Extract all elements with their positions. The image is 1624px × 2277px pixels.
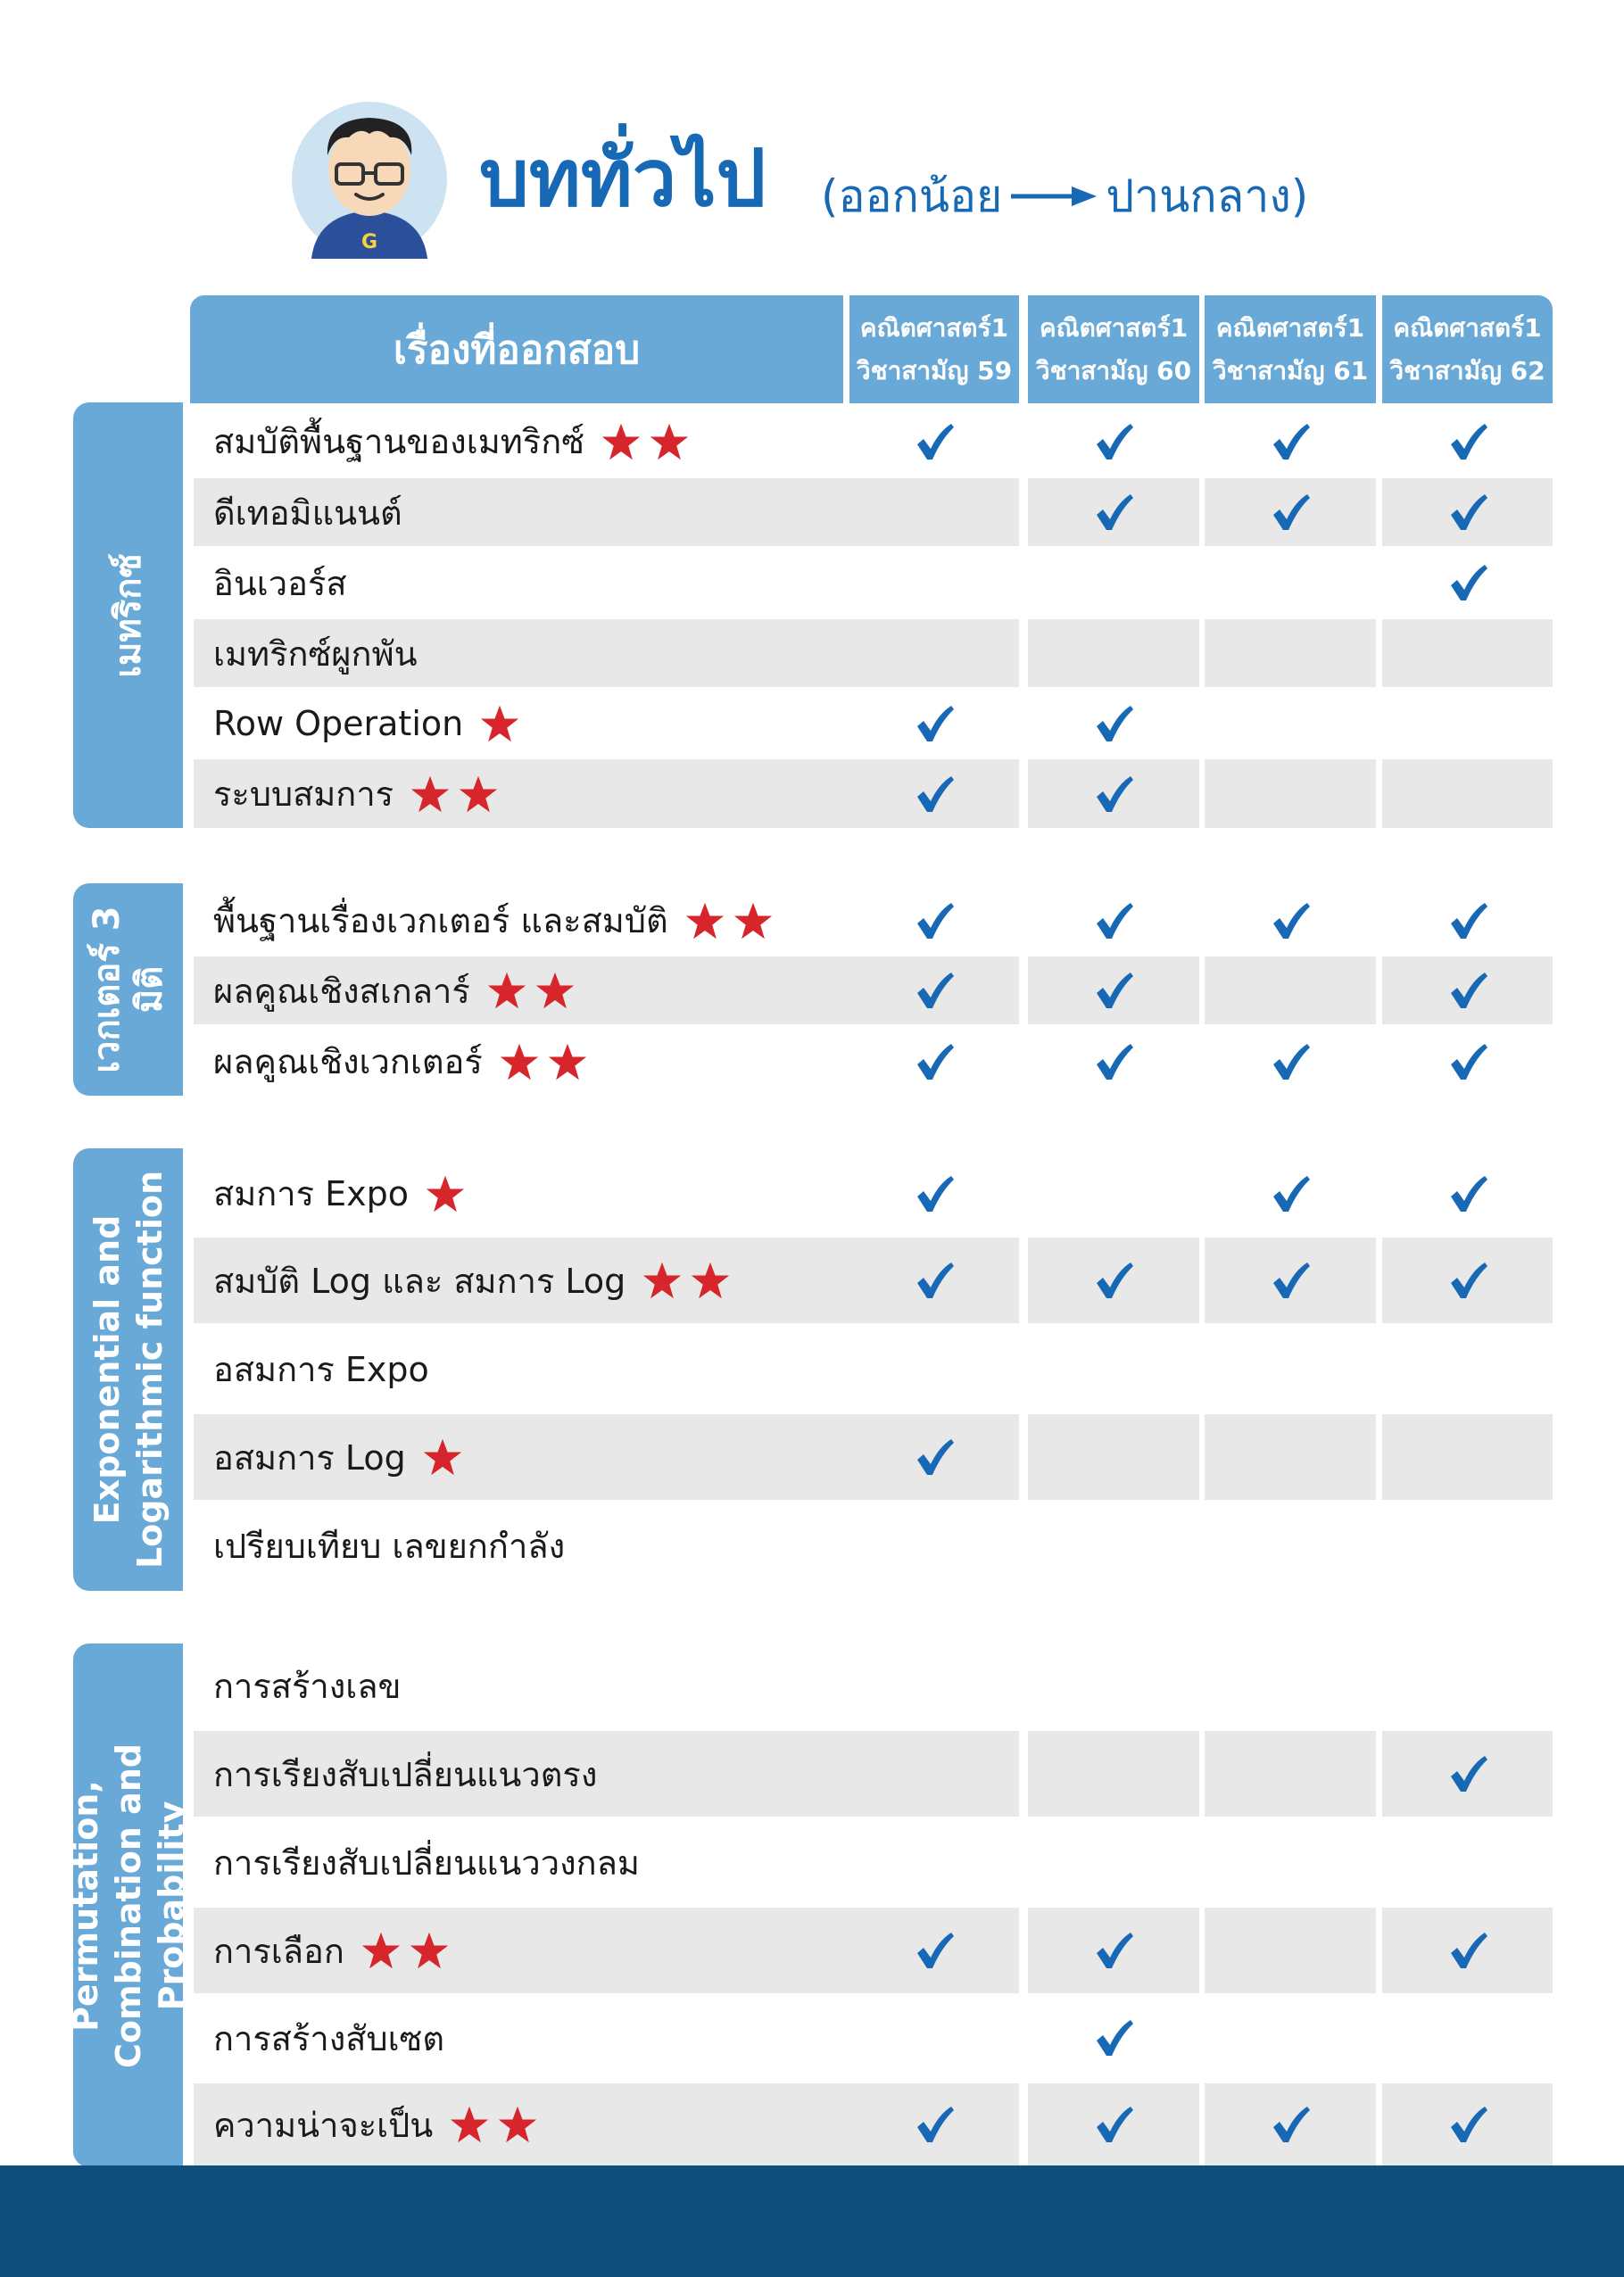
check-cell	[1205, 1643, 1376, 1728]
table-header-exam-3	[1205, 295, 1376, 403]
star-icon	[409, 1930, 450, 1971]
topic-cell	[194, 407, 863, 476]
checkmark-icon	[1268, 2102, 1313, 2147]
checkmark-icon	[1446, 1751, 1490, 1796]
topic-label: สมการ Expo	[213, 1174, 409, 1213]
check-cell	[1382, 407, 1553, 476]
checkmark-icon	[1091, 772, 1136, 816]
check-cell	[1205, 1326, 1376, 1412]
importance-stars	[422, 1437, 470, 1478]
topic-label: อินเวอร์ส	[213, 563, 347, 603]
check-cell	[1382, 1643, 1553, 1728]
check-cell	[1382, 690, 1553, 757]
check-cell	[1028, 1151, 1199, 1236]
topic-cell	[194, 1503, 863, 1588]
checkmark-icon	[1446, 419, 1490, 464]
check-cell	[849, 1027, 1019, 1096]
exam-name: คณิตศาสตร์1	[1215, 312, 1365, 343]
check-cell	[1382, 1326, 1553, 1412]
checkmark-icon	[1091, 419, 1136, 464]
topic-label: ผลคูณเชิงสเกลาร์	[213, 971, 470, 1011]
topic-cell	[194, 956, 863, 1024]
importance-stars	[479, 703, 527, 744]
importance-stars	[601, 421, 697, 462]
section-label-text: Exponential and Logarithmic function	[87, 1170, 170, 1569]
check-cell	[1205, 478, 1376, 546]
checkmark-icon	[1446, 1928, 1490, 1973]
checkmark-icon	[912, 968, 957, 1013]
star-icon	[486, 970, 527, 1011]
check-cell	[1382, 1414, 1553, 1500]
checkmark-icon	[912, 701, 957, 746]
check-cell	[1205, 1151, 1376, 1236]
checkmark-icon	[912, 898, 957, 943]
check-cell	[1382, 619, 1553, 687]
topic-cell	[194, 690, 863, 757]
exam-year: วิชาสามัญ 60	[1035, 355, 1192, 385]
topic-label: Row Operation	[213, 703, 464, 743]
checkmark-icon	[1446, 898, 1490, 943]
check-cell	[1382, 1731, 1553, 1817]
check-cell	[849, 1326, 1019, 1412]
check-cell	[1382, 1238, 1553, 1323]
check-cell	[1205, 1819, 1376, 1905]
check-cell	[1205, 407, 1376, 476]
star-icon	[733, 900, 774, 941]
importance-stars	[449, 2104, 545, 2145]
check-cell	[1382, 759, 1553, 828]
check-cell	[1028, 1326, 1199, 1412]
check-cell	[1382, 1151, 1553, 1236]
checkmark-icon	[1446, 2102, 1490, 2147]
importance-stars	[410, 774, 506, 815]
check-cell	[1028, 1731, 1199, 1817]
checkmark-icon	[1268, 419, 1313, 464]
topic-cell	[194, 549, 863, 617]
importance-stars	[425, 1173, 473, 1214]
check-cell	[849, 407, 1019, 476]
check-cell	[849, 478, 1019, 546]
check-cell	[1382, 1503, 1553, 1588]
checkmark-icon	[912, 2102, 957, 2147]
check-cell	[1028, 1414, 1199, 1500]
section-label	[73, 883, 183, 1096]
check-cell	[1382, 2083, 1553, 2165]
check-cell	[1205, 549, 1376, 617]
importance-stars	[684, 900, 781, 941]
checkmark-icon	[1268, 898, 1313, 943]
exam-year: วิชาสามัญ 62	[1389, 355, 1545, 385]
checkmark-icon	[912, 1435, 957, 1479]
check-cell	[1205, 1503, 1376, 1588]
star-icon	[360, 1930, 402, 1971]
topic-label: ระบบสมการ	[213, 774, 394, 814]
star-icon	[642, 1260, 683, 1301]
checkmark-icon	[912, 1172, 957, 1216]
importance-stars	[486, 970, 583, 1011]
topic-label: ผลคูณเชิงเวกเตอร์	[213, 1042, 483, 1081]
check-cell	[1028, 759, 1199, 828]
check-cell	[849, 1643, 1019, 1728]
check-cell	[849, 1995, 1019, 2081]
checkmark-icon	[1446, 1258, 1490, 1303]
check-cell	[849, 549, 1019, 617]
check-cell	[1028, 407, 1199, 476]
check-cell	[1382, 1995, 1553, 2081]
checkmark-icon	[912, 1928, 957, 1973]
topic-cell	[194, 478, 863, 546]
check-cell	[1028, 690, 1199, 757]
star-icon	[547, 1041, 588, 1082]
page-title: บททั่วไป	[479, 132, 766, 224]
avatar-badge: G	[360, 231, 378, 253]
checkmark-icon	[1268, 490, 1313, 534]
checkmark-icon	[1091, 490, 1136, 534]
check-cell	[1205, 1731, 1376, 1817]
avatar-icon	[290, 100, 449, 259]
exam-name: คณิตศาสตร์1	[1039, 312, 1189, 343]
check-cell	[849, 759, 1019, 828]
checkmark-icon	[1091, 1039, 1136, 1084]
check-cell	[849, 956, 1019, 1024]
topic-cell	[194, 1908, 863, 1993]
check-cell	[1205, 690, 1376, 757]
check-cell	[849, 1503, 1019, 1588]
page-subtitle	[821, 170, 1308, 223]
section-label-text: Permutation, Combination and Probability	[65, 1743, 191, 2068]
check-cell	[1382, 956, 1553, 1024]
check-cell	[1028, 619, 1199, 687]
check-cell	[849, 1819, 1019, 1905]
check-cell	[1205, 886, 1376, 955]
checkmark-icon	[1091, 701, 1136, 746]
topic-cell	[194, 619, 863, 687]
topic-label: การเลือก	[213, 1931, 344, 1971]
check-cell	[1028, 1995, 1199, 2081]
check-cell	[849, 1731, 1019, 1817]
section-label	[65, 1644, 191, 2167]
topic-label: การเรียงสับเปลี่ยนแนวตรง	[213, 1754, 598, 1794]
check-cell	[1028, 1027, 1199, 1096]
star-icon	[497, 2104, 538, 2145]
importance-stars	[360, 1930, 457, 1971]
check-cell	[1028, 956, 1199, 1024]
topic-label: ดีเทอมิแนนต์	[213, 493, 402, 533]
checkmark-icon	[1446, 968, 1490, 1013]
check-cell	[1028, 1819, 1199, 1905]
topic-cell	[194, 1238, 863, 1323]
star-icon	[410, 774, 451, 815]
checkmark-icon	[1446, 1172, 1490, 1216]
check-cell	[1028, 1238, 1199, 1323]
topic-label: อสมการ Expo	[213, 1349, 429, 1389]
check-cell	[1205, 759, 1376, 828]
check-cell	[1028, 1908, 1199, 1993]
table-header-exam-2	[1028, 295, 1199, 403]
star-icon	[601, 421, 642, 462]
topic-label: อสมการ Log	[213, 1437, 406, 1478]
topic-cell	[194, 1326, 863, 1412]
section-label-text: เมทริกซ์	[107, 552, 149, 678]
check-cell	[849, 1238, 1019, 1323]
star-icon	[422, 1437, 463, 1478]
check-cell	[1205, 1238, 1376, 1323]
exam-name: คณิตศาสตร์1	[859, 312, 1009, 343]
importance-stars	[642, 1260, 738, 1301]
topic-label: การเรียงสับเปลี่ยนแนววงกลม	[213, 1842, 640, 1883]
exam-year: วิชาสามัญ 61	[1212, 355, 1369, 385]
check-cell	[1205, 619, 1376, 687]
checkmark-icon	[1446, 560, 1490, 605]
topic-cell	[194, 1819, 863, 1905]
checkmark-icon	[912, 1039, 957, 1084]
check-cell	[1205, 956, 1376, 1024]
check-cell	[1205, 1995, 1376, 2081]
star-icon	[499, 1041, 540, 1082]
checkmark-icon	[1446, 490, 1490, 534]
table-header-topic: เรื่องที่ออกสอบ	[190, 295, 843, 403]
checkmark-icon	[1446, 1039, 1490, 1084]
check-cell	[849, 690, 1019, 757]
topic-cell	[194, 1027, 863, 1096]
check-cell	[849, 886, 1019, 955]
check-cell	[849, 2083, 1019, 2165]
arrow-right-icon	[1009, 183, 1098, 210]
topic-cell	[194, 886, 863, 955]
topic-cell	[194, 1414, 863, 1500]
topic-label: การสร้างสับเซต	[213, 2018, 445, 2058]
topic-cell	[194, 1995, 863, 2081]
section-label	[73, 1148, 183, 1591]
section-label	[73, 402, 183, 828]
checkmark-icon	[1091, 2102, 1136, 2147]
footer-bar	[0, 2165, 1624, 2277]
check-cell	[1028, 478, 1199, 546]
check-cell	[1382, 1908, 1553, 1993]
star-icon	[690, 1260, 731, 1301]
check-cell	[1205, 1414, 1376, 1500]
exam-year: วิชาสามัญ 59	[856, 355, 1013, 385]
checkmark-icon	[1268, 1258, 1313, 1303]
topic-cell	[194, 1151, 863, 1236]
check-cell	[849, 1414, 1019, 1500]
check-cell	[849, 619, 1019, 687]
table-header-exam-4	[1382, 295, 1553, 403]
star-icon	[684, 900, 725, 941]
check-cell	[849, 1908, 1019, 1993]
topic-label: เปรียบเทียบ เลขยกกำลัง	[213, 1526, 566, 1566]
checkmark-icon	[1268, 1039, 1313, 1084]
star-icon	[458, 774, 499, 815]
check-cell	[1382, 549, 1553, 617]
checkmark-icon	[912, 772, 957, 816]
check-cell	[1382, 478, 1553, 546]
checkmark-icon	[1268, 1172, 1313, 1216]
topic-cell	[194, 2083, 863, 2165]
check-cell	[1028, 1643, 1199, 1728]
topic-cell	[194, 1731, 863, 1817]
subtitle-right: ปานกลาง)	[1106, 170, 1309, 222]
topic-label: เมทริกซ์ผูกพัน	[213, 633, 418, 674]
checkmark-icon	[912, 1258, 957, 1303]
topic-label: สมบัติพื้นฐานของเมทริกซ์	[213, 422, 584, 461]
importance-stars	[499, 1041, 595, 1082]
check-cell	[1028, 1503, 1199, 1588]
topic-label: พื้นฐานเรื่องเวกเตอร์ และสมบัติ	[213, 901, 668, 940]
check-cell	[1382, 886, 1553, 955]
table-header-exam-1	[849, 295, 1019, 403]
section-label-text: เวกเตอร์ 3 มิติ	[86, 906, 170, 1073]
exam-name: คณิตศาสตร์1	[1393, 312, 1542, 343]
star-icon	[425, 1173, 466, 1214]
check-cell	[849, 1151, 1019, 1236]
star-icon	[479, 703, 520, 744]
topic-label: ความน่าจะเป็น	[213, 2105, 434, 2145]
topic-cell	[194, 759, 863, 828]
check-cell	[1205, 1908, 1376, 1993]
subtitle-left: (ออกน้อย	[821, 170, 1003, 222]
check-cell	[1028, 886, 1199, 955]
check-cell	[1205, 1027, 1376, 1096]
checkmark-icon	[1091, 968, 1136, 1013]
check-cell	[1205, 2083, 1376, 2165]
star-icon	[534, 970, 576, 1011]
check-cell	[1028, 549, 1199, 617]
check-cell	[1028, 2083, 1199, 2165]
topic-label: การสร้างเลข	[213, 1666, 402, 1706]
star-icon	[649, 421, 690, 462]
checkmark-icon	[912, 419, 957, 464]
checkmark-icon	[1091, 2016, 1136, 2060]
star-icon	[449, 2104, 490, 2145]
topic-cell	[194, 1643, 863, 1728]
checkmark-icon	[1091, 1928, 1136, 1973]
check-cell	[1382, 1819, 1553, 1905]
checkmark-icon	[1091, 898, 1136, 943]
page-header	[290, 100, 1361, 266]
checkmark-icon	[1091, 1258, 1136, 1303]
check-cell	[1382, 1027, 1553, 1096]
topic-label: สมบัติ Log และ สมการ Log	[213, 1261, 626, 1301]
